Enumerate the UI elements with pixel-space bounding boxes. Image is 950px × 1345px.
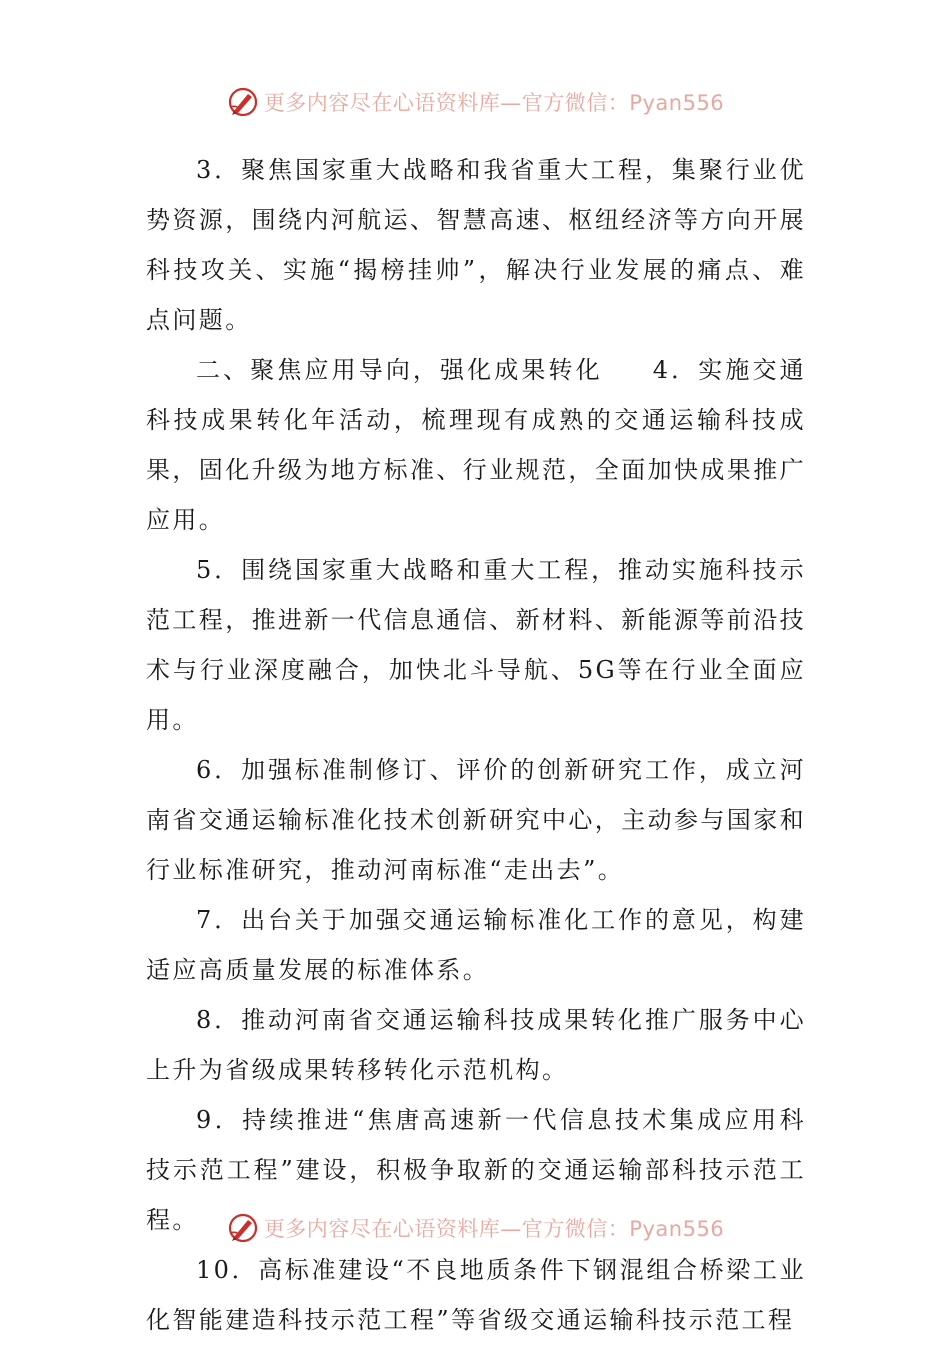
document-body — [146, 145, 806, 1345]
header-watermark — [0, 82, 950, 122]
paragraph-5: 5．围绕国家重大战略和重大工程，推动实施科技示范工程，推进新一代信息通信、新材料、新能源等前沿技术与行业深度融合，加快北斗导航、5G等在行业全面应用。 — [146, 556, 806, 734]
footer-watermark — [0, 1208, 950, 1248]
watermark-text: 更多内容尽在心语资料库—官方微信：Pyan556 — [263, 1217, 725, 1241]
paragraph-8: 8．推动河南省交通运输科技成果转化推广服务中心上升为省级成果转移转化示范机构。 — [146, 1006, 806, 1084]
paragraph-3: 3．聚焦国家重大战略和我省重大工程，集聚行业优势资源，围绕内河航运、智慧高速、枢纽经济等方向开展科技攻关、实施“揭榜挂帅”，解决行业发展的痛点、难点问题。 — [146, 156, 806, 334]
section-heading: 二、聚焦应用导向，强化成果转化 — [196, 356, 603, 384]
paragraph-9: 9．持续推进“焦唐高速新一代信息技术集成应用科技示范工程”建设，积极争取新的交通运输部科技示范工程。 — [146, 1106, 806, 1234]
paragraph-7: 7．出台关于加强交通运输标准化工作的意见，构建适应高质量发展的标准体系。 — [146, 906, 806, 984]
paragraph-6: 6．加强标准制修订、评价的创新研究工作，成立河南省交通运输标准化技术创新研究中心，主动参与国家和行业标准研究，推动河南标准“走出去”。 — [146, 756, 806, 884]
pen-circle-logo-icon — [226, 85, 260, 119]
pen-circle-logo-icon — [226, 1211, 260, 1245]
section-heading-paragraph — [146, 345, 806, 545]
watermark-text: 更多内容尽在心语资料库—官方微信：Pyan556 — [263, 91, 725, 115]
paragraph-10: 10．高标准建设“不良地质条件下钢混组合桥梁工业化智能建造科技示范工程”等省级交通运输科技示范工程 — [146, 1256, 806, 1334]
paragraph-4: 4．实施交通科技成果转化年活动，梳理现有成熟的交通运输科技成果，固化升级为地方标准、行业规范，全面加快成果推广应用。 — [146, 356, 807, 534]
